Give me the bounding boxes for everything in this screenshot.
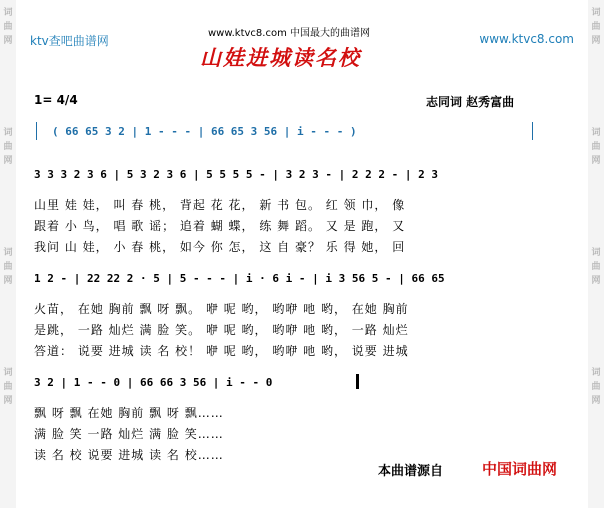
- song-title: 山娃进城读名校: [200, 45, 361, 70]
- site-link-right[interactable]: www.ktvc8.com: [479, 32, 574, 46]
- notation-row-3: 3 2 | 1 - - 0 | 66 66 3 56 | i - - 0: [34, 376, 273, 389]
- lyric-row-1-verse-3: 我问 山 娃， 小 春 桃， 如今 你 怎， 这 自 豪？ 乐 得 她， 回: [34, 240, 406, 254]
- lyric-row-3-verse-2: 满 脸 笑 一路 灿烂 满 脸 笑……: [34, 427, 224, 441]
- lyric-row-2-verse-3: 答道： 说要 进城 读 名 校！ 咿 呢 哟， 哟咿 吔 哟， 说要 进城: [34, 344, 409, 358]
- lyric-row-1-verse-1: 山里 娃 娃， 叫 春 桃， 背起 花 花， 新 书 包。 红 领 巾， 像: [34, 198, 406, 212]
- lyric-row-3-verse-3: 读 名 校 说要 进城 读 名 校……: [34, 448, 224, 462]
- side-watermark: 词曲网: [3, 8, 13, 46]
- source-label: 本曲谱源自: [378, 464, 444, 479]
- final-bar-line: [356, 374, 359, 389]
- lyric-row-2-verse-2: 是跳， 一路 灿烂 满 脸 笑。 咿 呢 哟， 哟咿 吔 哟， 一路 灿烂: [34, 323, 409, 337]
- side-watermark: 词曲网: [591, 8, 601, 46]
- site-link-left[interactable]: ktv查吧曲谱网: [30, 34, 109, 48]
- intro-bar-line: [36, 122, 37, 140]
- side-watermark: 词曲网: [591, 368, 601, 406]
- key-signature: 1= 4/4: [34, 93, 78, 107]
- lyric-row-1-verse-2: 跟着 小 鸟， 唱 歌 谣； 追着 蝴 蝶， 练 舞 蹈。 又 是 跑， 又: [34, 219, 406, 233]
- source-brand-link[interactable]: 中国词曲网: [482, 460, 558, 478]
- intro-notation: ( 66 65 3 2 | 1 - - - | 66 65 3 56 | i - - - ): [52, 125, 357, 138]
- lyric-row-3-verse-1: 飘 呀 飘 在她 胸前 飘 呀 飘……: [34, 406, 224, 420]
- right-watermark-strip: [588, 0, 604, 508]
- side-watermark: 词曲网: [3, 248, 13, 286]
- side-watermark: 词曲网: [591, 248, 601, 286]
- intro-bar-line: [532, 122, 533, 140]
- side-watermark: 词曲网: [591, 128, 601, 166]
- left-watermark-strip: [0, 0, 16, 508]
- notation-row-1: 3 3 3 2 3 6 | 5 3 2 3 6 | 5 5 5 5 - | 3 2 3 - | 2 2 2 - | 2 3: [34, 168, 438, 181]
- site-banner: www.ktvc8.com 中国最大的曲谱网: [208, 28, 371, 39]
- side-watermark: 词曲网: [3, 128, 13, 166]
- lyric-row-2-verse-1: 火苗， 在她 胸前 飘 呀 飘。 咿 呢 哟， 哟咿 吔 哟， 在她 胸前: [34, 302, 409, 316]
- song-credits: 志同词 赵秀富曲: [426, 95, 515, 109]
- notation-row-2: 1 2 - | 22 22 2 · 5 | 5 - - - | i · 6 i - | i 3 56 5 - | 66 65: [34, 272, 445, 285]
- side-watermark: 词曲网: [3, 368, 13, 406]
